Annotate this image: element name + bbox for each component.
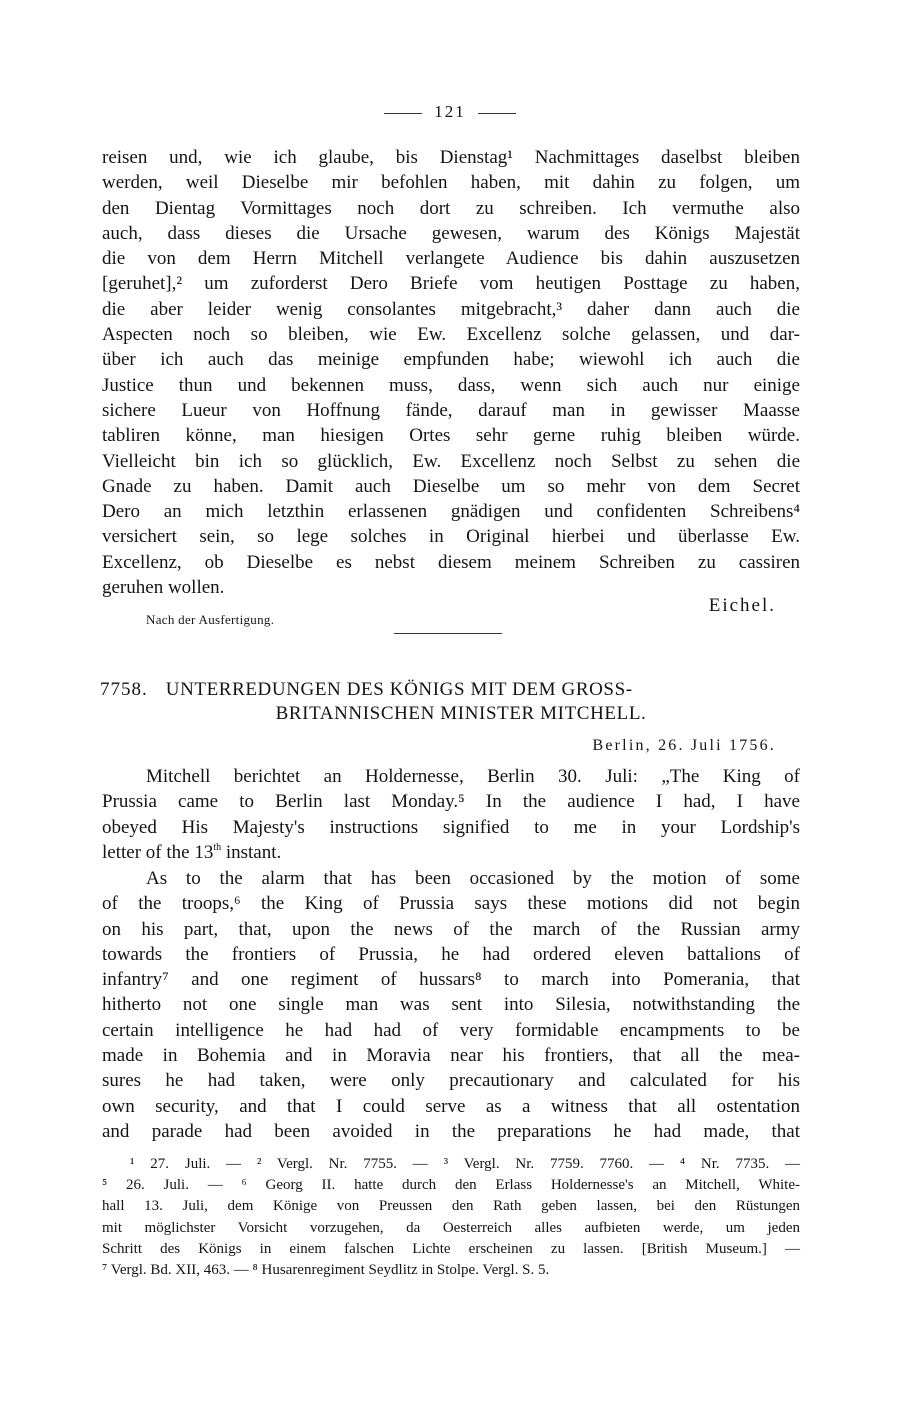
footnote-line: mit möglichster Vorsicht vorzugehen, da Oesterreich alles aufbieten werde, um jeden	[102, 1219, 800, 1236]
footnote-line: ⁷ Vergl. Bd. XII, 463. — ⁸ Husarenregiment Seydlitz in Stolpe. Vergl. S. 5.	[102, 1261, 550, 1278]
letter-body-paragraph	[102, 145, 800, 600]
text-line: Vielleicht bin ich so glücklich, Ew. Excellenz noch Selbst zu sehen die	[102, 450, 800, 472]
text-line: auch, dass dieses die Ursache gewesen, warum des Königs Majestät	[102, 222, 800, 244]
text-line: den Dientag Vormittages noch dort zu schreiben. Ich vermuthe also	[102, 197, 800, 219]
text-line: hitherto not one single man was sent into Silesia, notwithstanding the	[102, 994, 800, 1016]
report-paragraph	[102, 764, 800, 865]
dateline: Berlin, 26. Juli 1756.	[592, 737, 776, 754]
text-line: and parade had been avoided in the preparations he had made, that	[102, 1120, 800, 1142]
text-line: Aspecten noch so bleiben, wie Ew. Excellenz solche gelassen, und dar-	[102, 324, 800, 346]
text-line: infantry⁷ and one regiment of hussars⁸ to march into Pomerania, that	[102, 969, 800, 991]
page-header	[0, 102, 900, 122]
text-line: letter of the 13th instant.	[102, 841, 282, 863]
heading-title-1: UNTERREDUNGEN DES KÖNIGS MIT DEM GROSS-	[165, 679, 633, 700]
section-divider	[394, 633, 502, 634]
text-line: die von dem Herrn Mitchell verlangete Audience bis dahin auszusetzen	[102, 248, 800, 270]
text-line: obeyed His Majesty's instructions signified to me in your Lordship's	[102, 816, 800, 838]
header-rule-right	[478, 113, 516, 114]
text-line: versichert sein, so lege solches in Original hierbei und überlasse Ew.	[102, 526, 800, 548]
heading-line-1	[100, 678, 800, 702]
heading-title-2: BRITANNISCHEN MINISTER MITCHELL.	[275, 703, 647, 724]
footnote-line: ⁵ 26. Juli. — ⁶ Georg II. hatte durch den Erlass Holdernesse's an Mitchell, White-	[102, 1177, 800, 1194]
text-line: of the troops,⁶ the King of Prussia says these motions did not begin	[102, 893, 800, 915]
text-line: Dero an mich letzthin erlassenen gnädigen und confidenten Schreibens⁴	[102, 501, 800, 523]
document-number: 7758.	[100, 679, 148, 700]
text-line: As to the alarm that has been occasioned by the motion of some	[146, 868, 800, 889]
text-line: sichere Lueur von Hoffnung fände, darauf man in gewisser Maasse	[102, 399, 800, 421]
page-number: 121	[434, 102, 466, 121]
text-line: Excellenz, ob Dieselbe es nebst diesem meinem Schreiben zu cassiren	[102, 551, 800, 573]
text-line: Gnade zu haben. Damit auch Dieselbe um so mehr von dem Secret	[102, 475, 800, 497]
report-paragraph	[102, 866, 800, 1144]
source-note: Nach der Ausfertigung.	[146, 612, 275, 627]
document-heading	[100, 678, 800, 726]
footnote-line: ¹ 27. Juli. — ² Vergl. Nr. 7755. — ³ Vergl. Nr. 7759. 7760. — ⁴ Nr. 7735. —	[130, 1156, 800, 1172]
header-rule-left	[384, 113, 422, 114]
signature: Eichel.	[708, 595, 776, 616]
text-line: tabliren könne, man hiesigen Ortes sehr gerne ruhig bleiben würde.	[102, 425, 800, 447]
text-line: certain intelligence he had had of very formidable encampments to be	[102, 1019, 800, 1041]
text-line: made in Bohemia and in Moravia near his frontiers, that all the mea-	[102, 1045, 800, 1067]
text-line: reisen und, wie ich glaube, bis Dienstag¹ Nachmittages daselbst bleiben	[102, 147, 800, 168]
footnote-line: hall 13. Juli, dem Könige von Preussen den Rath geben lassen, bei den Rüstungen	[102, 1198, 800, 1215]
text-line: geruhen wollen.	[102, 577, 225, 599]
text-line: die aber leider wenig consolantes mitgebracht,³ daher dann auch die	[102, 298, 800, 320]
text-line: sures he had taken, were only precautionary and calculated for his	[102, 1070, 800, 1092]
text-line: own security, and that I could serve as a witness that all ostentation	[102, 1095, 800, 1117]
text-line: on his part, that, upon the news of the march of the Russian army	[102, 918, 800, 940]
footnote-line: Schritt des Königs in einem falschen Lichte erscheinen zu lassen. [British Museum.] —	[102, 1240, 800, 1257]
text-line: über ich auch das meinige empfunden habe; wiewohl ich auch die	[102, 349, 800, 371]
text-line: Mitchell berichtet an Holdernesse, Berlin 30. Juli: „The King of	[146, 766, 800, 787]
footnotes	[102, 1154, 800, 1281]
text-line: Justice thun und bekennen muss, dass, wenn sich auch nur einige	[102, 374, 800, 396]
text-line: Prussia came to Berlin last Monday.⁵ In the audience I had, I have	[102, 791, 800, 813]
text-line: towards the frontiers of Prussia, he had ordered eleven battalions of	[102, 943, 800, 965]
text-line: werden, weil Dieselbe mir befohlen haben, mit dahin zu folgen, um	[102, 172, 800, 194]
text-line: [geruhet],² um zuforderst Dero Briefe vom heutigen Posttage zu haben,	[102, 273, 800, 295]
